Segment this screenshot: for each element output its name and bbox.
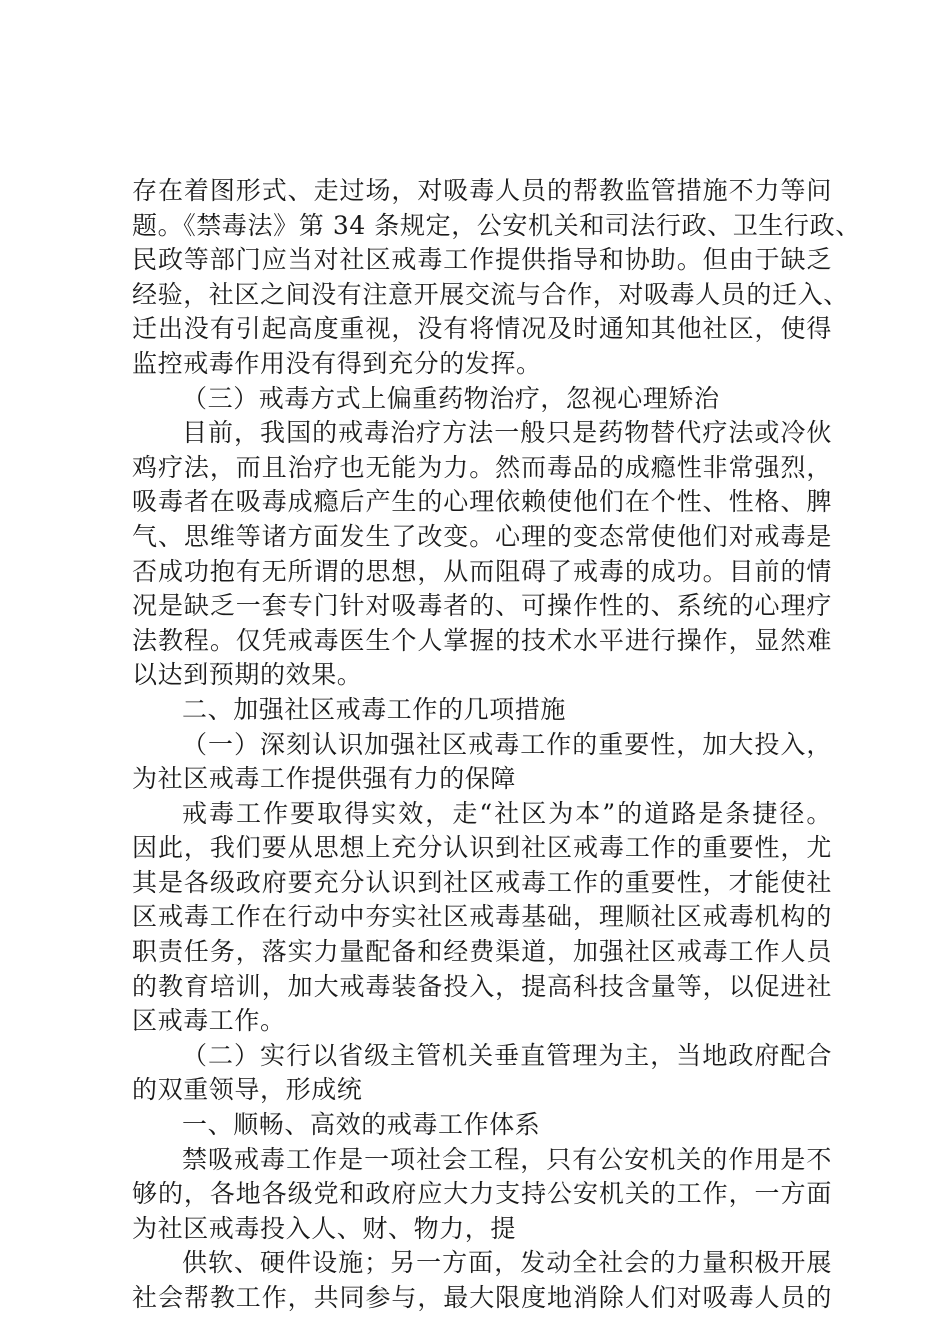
text-line: 迁出没有引起高度重视，没有将情况及时通知其他社区，使得: [132, 314, 832, 344]
text-line: 况是缺乏一套专门针对吸毒者的、可操作性的、系统的心理疗: [132, 591, 832, 621]
text-line: 区戒毒工作在行动中夯实社区戒毒基础，理顺社区戒毒机构的: [132, 902, 832, 932]
text-line: 禁吸戒毒工作是一项社会工程，只有公安机关的作用是不: [182, 1144, 832, 1174]
text-line: （三）戒毒方式上偏重药物治疗，忽视心理矫治: [182, 383, 720, 413]
text-line: 够的，各地各级党和政府应大力支持公安机关的工作，一方面: [132, 1179, 832, 1209]
text-line: 社会帮教工作，共同参与，最大限度地消除人们对吸毒人员的: [132, 1283, 832, 1312]
text-line: 因此，我们要从思想上充分认识到社区戒毒工作的重要性，尤: [132, 833, 832, 863]
text-line: 鸡疗法，而且治疗也无能为力。然而毒品的成瘾性非常强烈，: [132, 452, 832, 482]
text-line: 区戒毒工作。: [132, 1006, 286, 1036]
text-line: 题。《禁毒法》第 34 条规定，公安机关和司法行政、卫生行政、: [132, 210, 861, 240]
text-line: 监控戒毒作用没有得到充分的发挥。: [132, 348, 542, 378]
text-line: 法教程。仅凭戒毒医生个人掌握的技术水平进行操作，显然难: [132, 625, 832, 655]
text-line: 为社区戒毒投入人、财、物力，提: [132, 1213, 517, 1243]
text-line: 气、思维等诸方面发生了改变。心理的变态常使他们对戒毒是: [132, 521, 832, 551]
text-line: 吸毒者在吸毒成瘾后产生的心理依赖使他们在个性、性格、脾: [132, 487, 832, 517]
text-line: 职责任务，落实力量配备和经费渠道，加强社区戒毒工作人员: [132, 937, 832, 967]
text-line: 目前，我国的戒毒治疗方法一般只是药物替代疗法或冷伙: [182, 418, 832, 448]
text-line: 的双重领导，形成统: [132, 1075, 363, 1105]
text-line: 存在着图形式、走过场，对吸毒人员的帮教监管措施不力等问: [132, 176, 832, 205]
text-line: （一）深刻认识加强社区戒毒工作的重要性，加大投入，: [182, 729, 832, 759]
text-line: 一、顺畅、高效的戒毒工作体系: [182, 1110, 541, 1140]
text-line: 的教育培训，加大戒毒装备投入，提高科技含量等，以促进社: [132, 971, 832, 1001]
text-line: 否成功抱有无所谓的思想，从而阻碍了戒毒的成功。目前的情: [132, 556, 832, 586]
text-line: 其是各级政府要充分认识到社区戒毒工作的重要性，才能使社: [132, 867, 832, 897]
text-line: 经验，社区之间没有注意开展交流与合作，对吸毒人员的迁入、: [132, 279, 849, 309]
text-line: 二、加强社区戒毒工作的几项措施: [182, 694, 567, 724]
text-line: 戒毒工作要取得实效，走“社区为本”的道路是条捷径。: [182, 798, 832, 828]
text-line: （二）实行以省级主管机关垂直管理为主，当地政府配合: [182, 1040, 832, 1070]
text-line: 供软、硬件设施；另一方面，发动全社会的力量积极开展: [182, 1248, 832, 1278]
document-body: [132, 174, 861, 1316]
text-line: 为社区戒毒工作提供强有力的保障: [132, 764, 517, 794]
text-line: 民政等部门应当对社区戒毒工作提供指导和协助。但由于缺乏: [132, 245, 832, 275]
text-line: 以达到预期的效果。: [132, 660, 363, 690]
